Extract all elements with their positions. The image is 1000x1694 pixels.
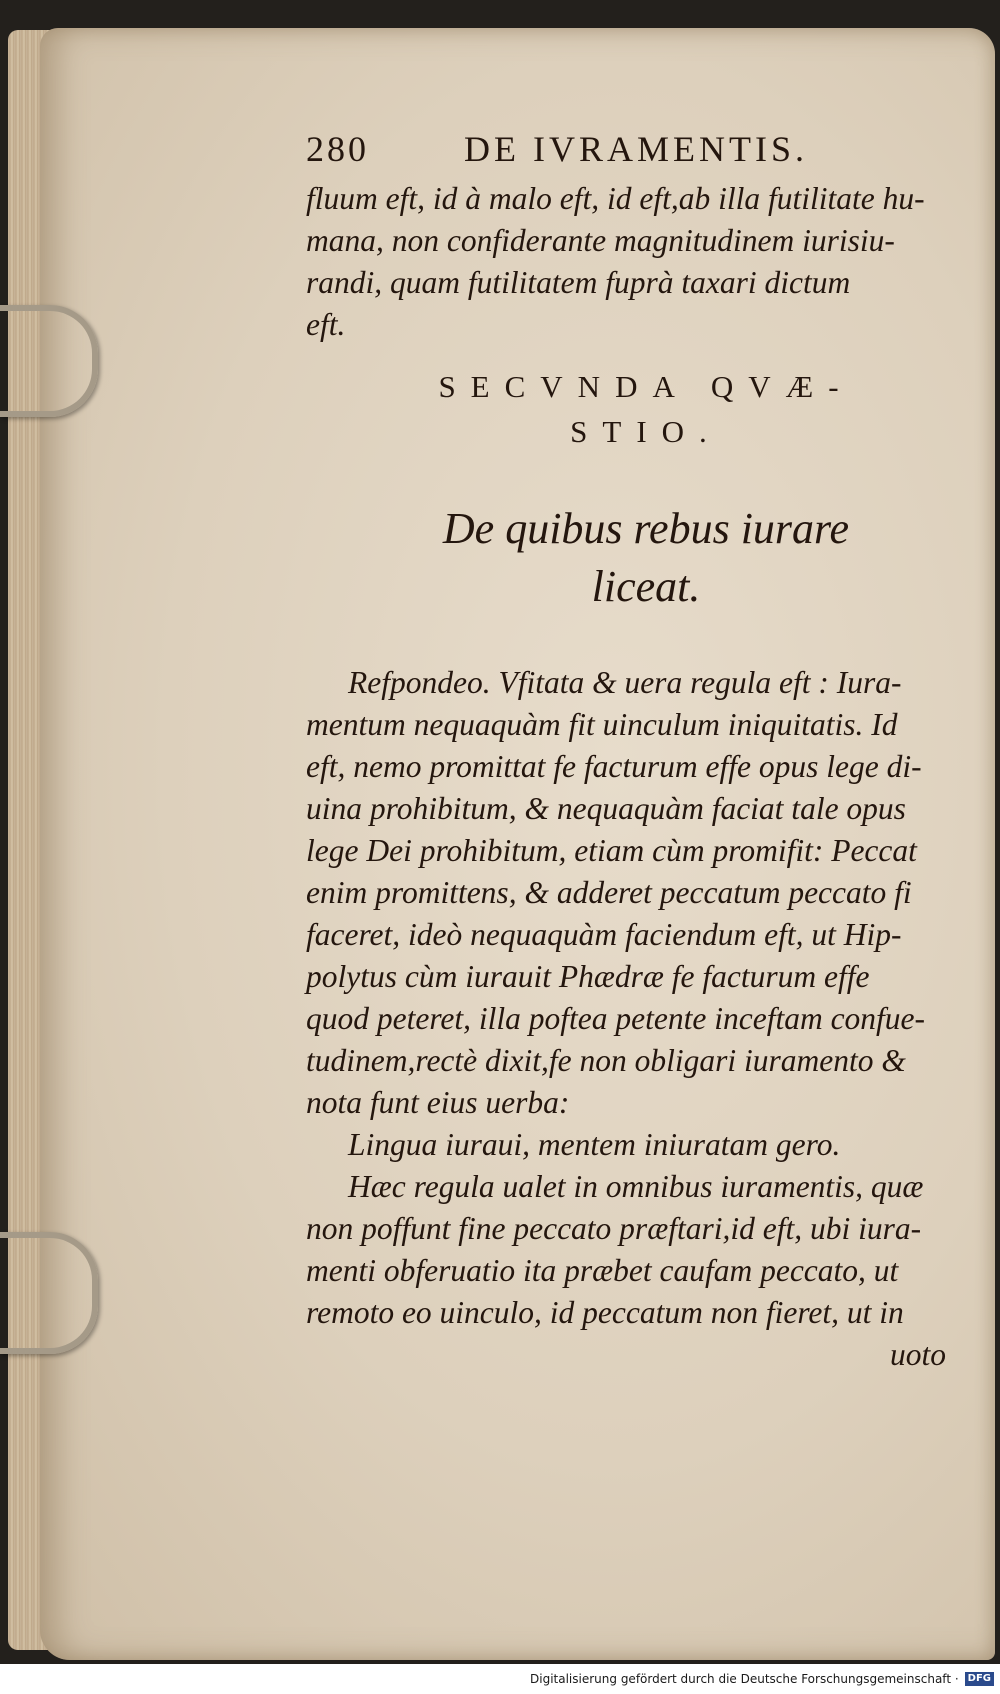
text-line: lege Dei prohibitum, etiam cùm promifit: Peccat <box>306 833 917 868</box>
text-line: nota funt eius uerba: <box>306 1085 570 1120</box>
text-line: mentum nequaquàm fit uinculum iniquitatis. Id <box>306 707 898 742</box>
verse-quotation <box>306 1124 946 1166</box>
text-line: remoto eo uinculo, id peccatum non fieret, ut in <box>306 1295 904 1330</box>
section-title <box>306 500 946 616</box>
verse-line: Lingua iuraui, mentem iniuratam gero. <box>348 1127 841 1162</box>
text-line: randi, quam futilitatem fuprà taxari dictum <box>306 265 851 300</box>
section-heading <box>306 364 946 454</box>
running-head <box>306 118 946 178</box>
text-line: faceret, ideò nequaquàm faciendum eft, ut Hip- <box>306 917 902 952</box>
digitization-credit <box>530 1668 994 1690</box>
book-clip-top <box>0 305 98 417</box>
credit-text: Digitalisierung gefördert durch die Deutsche Forschungsgemeinschaft · <box>530 1672 959 1686</box>
text-line: eft, nemo promittat fe facturum effe opus lege di- <box>306 749 922 784</box>
title-line: liceat. <box>591 562 701 611</box>
text-line: mana, non confiderante magnitudinem iurisiu- <box>306 223 895 258</box>
text-line: uina prohibitum, & nequaquàm faciat tale opus <box>306 791 906 826</box>
page-number: 280 <box>306 129 369 169</box>
title-line: De quibus rebus iurare <box>442 504 850 553</box>
text-line: eft. <box>306 307 346 342</box>
paragraph-one <box>306 662 946 1124</box>
dfg-logo: DFG <box>965 1672 994 1686</box>
catchword: uoto <box>889 1337 946 1372</box>
body-text <box>306 662 946 1376</box>
page-text <box>306 118 946 1376</box>
text-line: enim promittens, & adderet peccatum peccato fi <box>306 875 912 910</box>
text-line: polytus cùm iurauit Phædræ fe facturum effe <box>306 959 870 994</box>
text-line: menti obferuatio ita præbet caufam peccato, ut <box>306 1253 899 1288</box>
running-title: DE IVRAMENTIS. <box>464 129 808 169</box>
text-line: Refpondeo. Vfitata & uera regula eft : Iura- <box>348 665 902 700</box>
heading-line: STIO. <box>570 414 722 449</box>
heading-line: SECVNDA QVÆ- <box>438 369 854 404</box>
text-line: tudinem,rectè dixit,fe non obligari iuramento & <box>306 1043 906 1078</box>
text-line: non poffunt fine peccato præftari,id eft, ubi iura- <box>306 1211 922 1246</box>
text-line: quod peteret, illa poftea petente inceftam confue- <box>306 1001 926 1036</box>
opening-paragraph <box>306 178 946 346</box>
paragraph-two <box>306 1166 946 1376</box>
book-clip-bottom <box>0 1232 98 1354</box>
text-line: fluum eft, id à malo eft, id eft,ab illa futilitate hu- <box>306 181 925 216</box>
text-line: Hæc regula ualet in omnibus iuramentis, quæ <box>348 1169 924 1204</box>
